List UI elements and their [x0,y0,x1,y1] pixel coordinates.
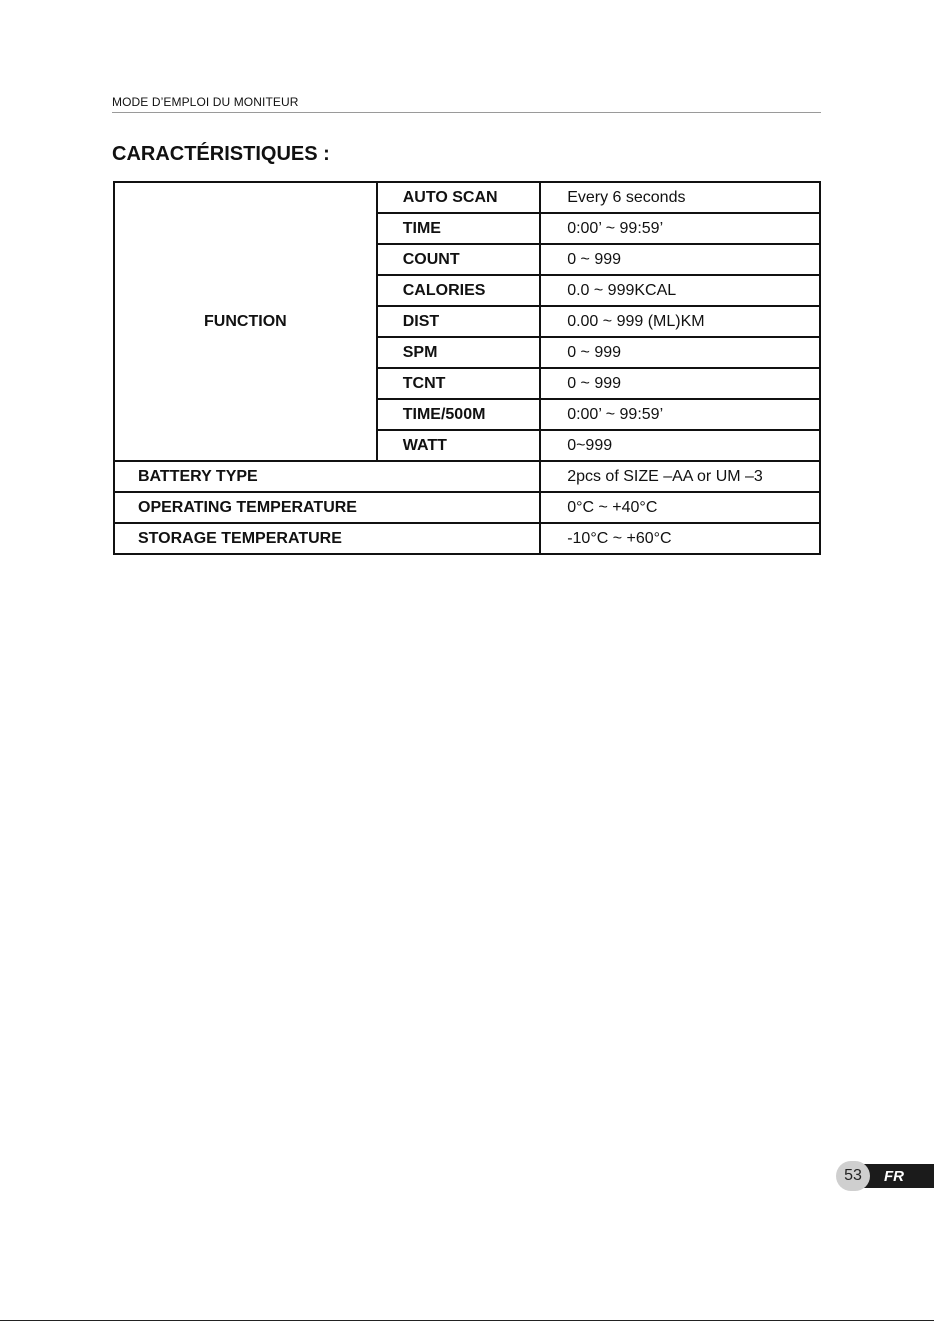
param-value: 0~999 [540,430,820,461]
footer-divider [0,1320,934,1321]
param-label: CALORIES [377,275,540,306]
param-label: TCNT [377,368,540,399]
param-value: -10°C ~ +60°C [540,523,820,554]
param-label: OPERATING TEMPERATURE [114,492,540,523]
param-value: 0°C ~ +40°C [540,492,820,523]
page-number: 53 [836,1161,870,1191]
header-divider [112,112,821,113]
specifications-table [113,181,821,555]
param-label: STORAGE TEMPERATURE [114,523,540,554]
param-value: 0.0 ~ 999KCAL [540,275,820,306]
param-value: 0 ~ 999 [540,337,820,368]
param-value: 2pcs of SIZE –AA or UM –3 [540,461,820,492]
running-header: MODE D’EMPLOI DU MONITEUR [112,95,299,109]
param-label: AUTO SCAN [377,182,540,213]
table-row [114,492,820,523]
param-value: 0:00’ ~ 99:59’ [540,213,820,244]
param-label: BATTERY TYPE [114,461,540,492]
param-label: SPM [377,337,540,368]
table-row [114,182,820,213]
param-label: DIST [377,306,540,337]
language-tab: FR [860,1164,934,1188]
page-badge [836,1161,934,1191]
param-value: Every 6 seconds [540,182,820,213]
table-row [114,523,820,554]
section-title: CARACTÉRISTIQUES : [112,143,330,165]
param-value: 0:00’ ~ 99:59’ [540,399,820,430]
function-group-label: FUNCTION [114,182,377,461]
param-value: 0 ~ 999 [540,244,820,275]
param-label: WATT [377,430,540,461]
param-label: COUNT [377,244,540,275]
param-label: TIME/500M [377,399,540,430]
param-label: TIME [377,213,540,244]
table-row [114,461,820,492]
param-value: 0 ~ 999 [540,368,820,399]
param-value: 0.00 ~ 999 (ML)KM [540,306,820,337]
